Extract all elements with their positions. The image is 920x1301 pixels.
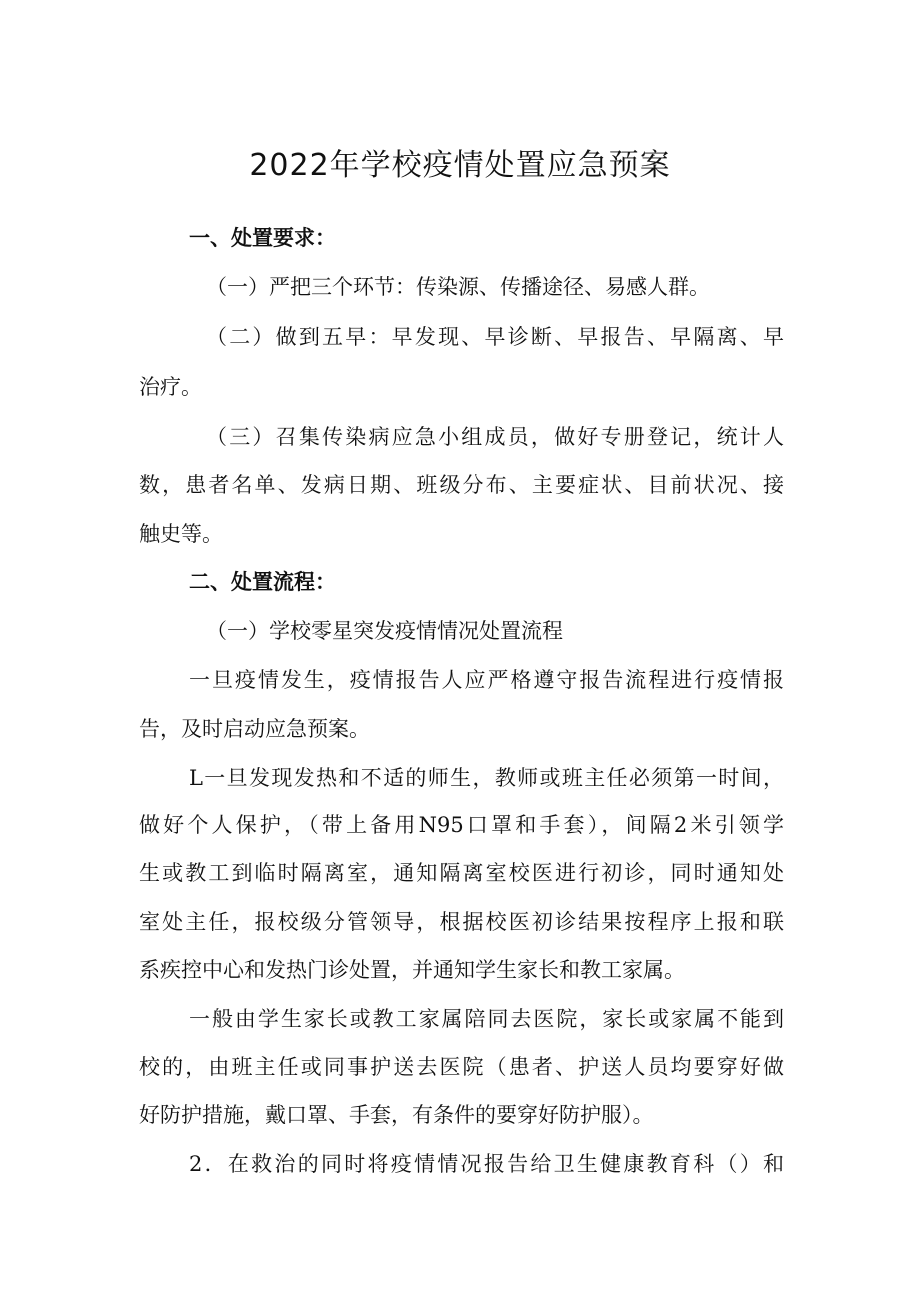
paragraph-line: 2．在救治的同时将疫情情况报告给卫生健康教育科（）和: [189, 1152, 784, 1176]
paragraph-line: （三）召集传染病应急小组成员，做好专册登记，统计人: [206, 425, 784, 449]
paragraph-line: 做好个人保护，（带上备用N95口罩和手套），间隔2米引领学: [139, 813, 784, 837]
document-title: 2022年学校疫情处置应急预案: [249, 148, 671, 183]
section-heading-procedure: 二、处置流程：: [189, 570, 336, 594]
paragraph-line: 系疾控中心和发热门诊处置，并通知学生家长和教工家属。: [139, 958, 685, 982]
paragraph-line: 一旦疫情发生，疫情报告人应严格遵守报告流程进行疫情报: [189, 668, 784, 692]
subheading-line: （一）学校零星突发疫情情况处置流程: [206, 619, 563, 643]
paragraph-line: 告，及时启动应急预案。: [139, 717, 370, 741]
paragraph-line: 好防护措施，戴口罩、手套，有条件的要穿好防护服）。: [139, 1103, 654, 1127]
paragraph-line: （一）严把三个环节：传染源、传播途径、易感人群。: [206, 275, 710, 299]
paragraph-line: 生或教工到临时隔离室，通知隔离室校医进行初诊，同时通知处: [139, 861, 784, 885]
paragraph-line: 治疗。: [139, 375, 202, 399]
paragraph-line: L一旦发现发热和不适的师生，教师或班主任必须第一时间，: [189, 766, 784, 790]
paragraph-line: 校的，由班主任或同事护送去医院（患者、护送人员均要穿好做: [139, 1055, 784, 1079]
paragraph-line: 一般由学生家长或教工家属陪同去医院，家长或家属不能到: [189, 1007, 784, 1031]
section-heading-requirements: 一、处置要求：: [189, 226, 336, 250]
paragraph-line: 数，患者名单、发病日期、班级分布、主要症状、目前状况、接: [139, 473, 784, 497]
paragraph-line: 触史等。: [139, 522, 223, 546]
paragraph-line: （二）做到五早：早发现、早诊断、早报告、早隔离、早: [206, 325, 784, 349]
paragraph-line: 室处主任，报校级分管领导，根据校医初诊结果按程序上报和联: [139, 910, 784, 934]
